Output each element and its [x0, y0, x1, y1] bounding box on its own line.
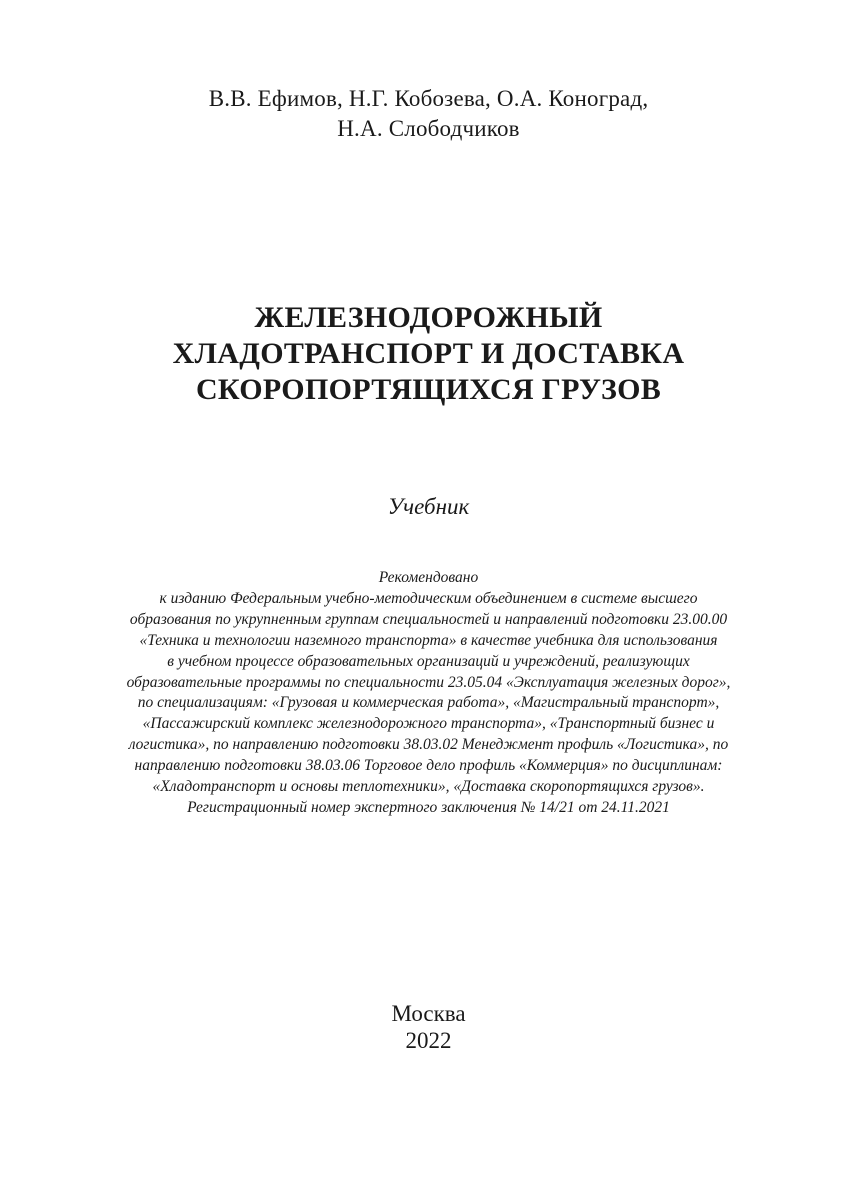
authors-block [0, 84, 857, 144]
imprint-city: Москва [391, 1001, 466, 1026]
recommendation-line: «Пассажирский комплекс железнодорожного транспорта», «Транспортный бизнес и [142, 715, 715, 733]
recommendation-block [60, 568, 797, 819]
recommendation-line: образовательные программы по специальности 23.05.04 «Эксплуатация железных дорог», [126, 673, 731, 691]
recommendation-line: направлению подготовки 38.03.06 Торговое дело профиль «Коммерция» по дисциплинам: [134, 757, 723, 775]
recommendation-heading: Рекомендовано [378, 569, 479, 586]
authors-line-2: Н.А. Слободчиков [337, 116, 520, 141]
document-type: Учебник [387, 494, 470, 519]
recommendation-line: Регистрационный номер экспертного заключения № 14/21 от 24.11.2021 [187, 798, 670, 816]
recommendation-line: «Техника и технологии наземного транспорта» в качестве учебника для использования [139, 631, 718, 649]
imprint-year: 2022 [405, 1028, 452, 1053]
book-title-line-3: СКОРОПОРТЯЩИХСЯ ГРУЗОВ [195, 373, 662, 406]
recommendation-line: по специализациям: «Грузовая и коммерческая работа», «Магистральный транспорт», [137, 694, 720, 712]
book-title [0, 300, 857, 408]
book-title-line-2: ХЛАДОТРАНСПОРТ И ДОСТАВКА [172, 337, 685, 370]
recommendation-line: к изданию Федеральным учебно-методическим объединением в системе высшего [159, 589, 698, 607]
recommendation-line: логистика», по направлению подготовки 38.03.02 Менеджмент профиль «Логистика», по [128, 736, 729, 754]
recommendation-line: образования по укрупненным группам специальностей и направлений подготовки 23.00.00 [129, 610, 728, 628]
recommendation-line: «Хладотранспорт и основы теплотехники», «Доставка скоропортящихся грузов». [152, 778, 705, 796]
imprint-block [0, 1000, 857, 1054]
authors-line-1: В.В. Ефимов, Н.Г. Кобозева, О.А. Коноград, [208, 86, 649, 111]
book-title-line-1: ЖЕЛЕЗНОДОРОЖНЫЙ [254, 301, 603, 334]
recommendation-line: в учебном процессе образовательных организаций и учреждений, реализующих [167, 652, 690, 670]
